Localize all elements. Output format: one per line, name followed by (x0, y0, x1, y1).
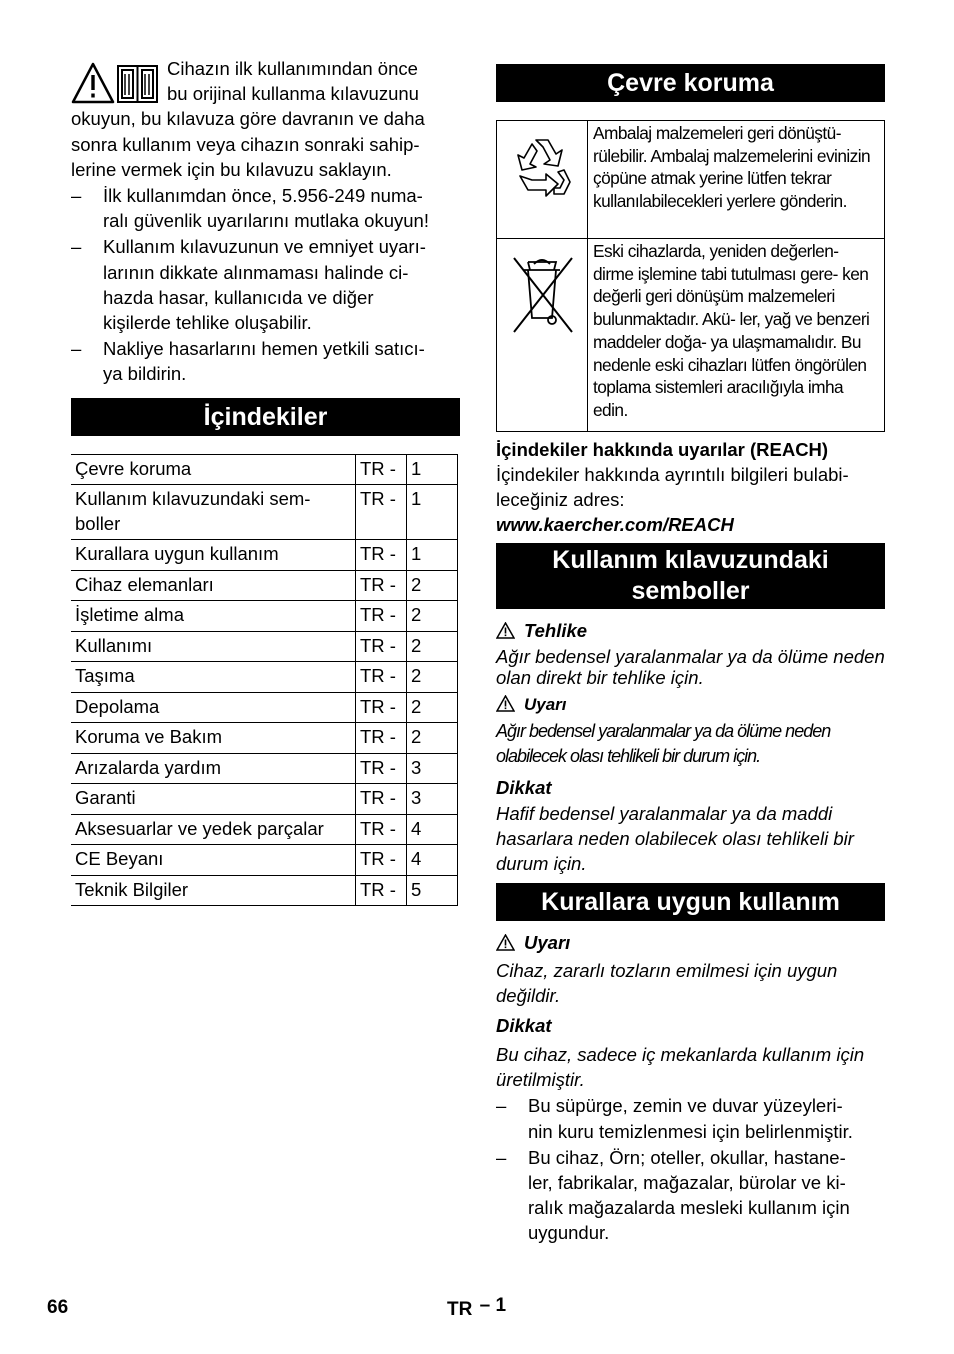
toc-lang: TR - (356, 814, 407, 845)
toc-lang: TR - (356, 540, 407, 571)
intro-line-5: lerine vermek için bu kılavuzu saklayın. (71, 158, 392, 180)
toc-row (71, 875, 458, 906)
toc-title: Taşıma (71, 662, 356, 693)
danger-text: Ağır bedensel yaralanmalar ya da ölüme neden olan direkt bir tehlike için. (496, 646, 885, 689)
intro-bullet (71, 183, 460, 233)
intro-bullet (71, 234, 460, 335)
toc-title: CE Beyanı (71, 845, 356, 876)
toc-page: 2 (407, 692, 458, 723)
toc-row (71, 784, 458, 815)
crossed-bin-icon (498, 240, 586, 350)
warning-and-manual-icons (71, 62, 159, 106)
bullet-line: ya bildirin. (103, 363, 187, 385)
recycle-icon (498, 122, 586, 232)
bullet-line: İlk kullanımdan önce, 5.956-249 numa- (103, 185, 423, 207)
warning-triangle-icon (73, 64, 113, 102)
toc-title: Garanti (71, 784, 356, 815)
toc-row (71, 845, 458, 876)
env-text-disposal: Eski cihazlarda, yeniden değerlen- dirme işlemine tabi tutulması gere- ken değerli geri dönüşüm malzemeleri bulunmaktadır. Akü- ler, yağ ve benzeri maddeler doğa- ya ulaşmamalıdır. Bu nedenle eski cihazları lütfen öngörülen toplama sistemleri aracılığıyla imha edin. (588, 239, 885, 432)
toc-row (71, 662, 458, 693)
toc-page: 2 (407, 601, 458, 632)
toc-page: 1 (407, 485, 458, 540)
manual-book-icon (118, 66, 157, 102)
symbols-heading (496, 543, 885, 609)
toc-table (71, 454, 458, 907)
toc-lang: TR - (356, 753, 407, 784)
danger-label: Tehlike (524, 620, 588, 642)
env-heading: Çevre koruma (496, 64, 885, 102)
toc-lang: TR - (356, 454, 407, 485)
page-number: 66 (47, 1297, 69, 1318)
danger-label-line (496, 618, 885, 643)
reach-heading: İçindekiler hakkında uyarılar (REACH) (496, 439, 829, 460)
intro-line-3: okuyun, bu kılavuza göre davranın ve daha (71, 108, 425, 130)
footer-subpage: – 1 (479, 1295, 507, 1316)
env-row-disposal (497, 239, 885, 432)
toc-title: Depolama (71, 692, 356, 723)
intro-section (71, 56, 460, 182)
usage-caution-label: Dikkat (496, 1015, 552, 1037)
right-column (496, 64, 885, 1246)
toc-row (71, 814, 458, 845)
toc-page: 2 (407, 723, 458, 754)
footer-section (447, 1295, 507, 1321)
toc-heading: İçindekiler (71, 398, 460, 436)
reach-url: www.kaercher.com/REACH (496, 514, 734, 536)
intro-bullet (71, 336, 460, 386)
bullet-line: Kullanım kılavuzunun ve emniyet uyarı- (103, 236, 426, 258)
bullet-line: uygundur. (528, 1222, 610, 1244)
toc-page: 2 (407, 662, 458, 693)
toc-lang: TR - (356, 631, 407, 662)
toc-row (71, 692, 458, 723)
warning-triangle-icon (496, 622, 515, 639)
env-icon-cell (497, 239, 588, 432)
toc-page: 4 (407, 845, 458, 876)
toc-row (71, 570, 458, 601)
env-row-recycle (497, 121, 885, 239)
toc-page: 1 (407, 454, 458, 485)
dash-marker: – (71, 236, 82, 258)
bullet-line: ler, fabrikalar, mağazalar, bürolar ve ki- (528, 1172, 846, 1194)
usage-bullet (496, 1145, 885, 1246)
warning-label: Uyarı (524, 695, 567, 715)
toc-title: Arızalarda yardım (71, 753, 356, 784)
toc-row (71, 631, 458, 662)
toc-lang: TR - (356, 845, 407, 876)
bullet-line: Bu cihaz, Örn; oteller, okullar, hastane- (528, 1146, 846, 1168)
symbols-heading-text: Kullanım kılavuzundaki semboller (552, 546, 829, 606)
toc-title: Kullanımı (71, 631, 356, 662)
bullet-line: Bu süpürge, zemin ve duvar yüzeyleri- (528, 1095, 843, 1117)
env-text-recycle: Ambalaj malzemeleri geri dönüştü- rülebilir. Ambalaj malzemelerini evinizin çöpüne atmak yerine lütfen tekrar kullanılabilecekleri yerlere gönderin. (588, 121, 885, 239)
toc-lang: TR - (356, 875, 407, 906)
toc-page: 2 (407, 570, 458, 601)
dash-marker: – (496, 1095, 507, 1117)
toc-lang: TR - (356, 570, 407, 601)
toc-lang: TR - (356, 662, 407, 693)
left-column (71, 56, 460, 906)
toc-page: 2 (407, 631, 458, 662)
usage-heading: Kurallara uygun kullanım (496, 883, 885, 921)
toc-title: Cihaz elemanları (71, 570, 356, 601)
toc-row (71, 540, 458, 571)
toc-row (71, 454, 458, 485)
bullet-line: kişilerde tehlike oluşabilir. (103, 312, 312, 334)
dash-marker: – (71, 185, 82, 207)
toc-lang: TR - (356, 485, 407, 540)
env-table (496, 120, 885, 432)
caution-label: Dikkat (496, 777, 552, 799)
toc-lang: TR - (356, 601, 407, 632)
intro-line-1: Cihazın ilk kullanımından önce (167, 58, 418, 79)
caution-text: Hafif bedensel yaralanmalar ya da maddi hasarlara neden olabilecek olası tehlikeli bir durum için. (496, 803, 854, 875)
warning-triangle-icon (496, 934, 515, 951)
toc-page: 4 (407, 814, 458, 845)
warning-label-line (496, 692, 885, 717)
dash-marker: – (71, 338, 82, 360)
toc-title: İşletime alma (71, 601, 356, 632)
bullet-line: ralı güvenlik uyarılarını mutlaka okuyun! (103, 210, 429, 232)
usage-bullet (496, 1093, 885, 1143)
toc-lang: TR - (356, 692, 407, 723)
toc-row (71, 485, 458, 540)
bullet-line: nin kuru temizlenmesi için belirlenmiştir. (528, 1120, 853, 1142)
usage-warning-text: Cihaz, zararlı tozların emilmesi için uygun değildir. (496, 960, 838, 1007)
toc-lang: TR - (356, 723, 407, 754)
usage-warning-label-line (496, 930, 885, 955)
intro-line-2: bu orijinal kullanma kılavuzunu (167, 83, 419, 105)
footer-lang: TR (447, 1299, 473, 1320)
reach-text: İçindekiler hakkında ayrıntılı bilgileri bulabi- leceğiniz adres: (496, 464, 849, 511)
toc-page: 5 (407, 875, 458, 906)
toc-title: Kurallara uygun kullanım (71, 540, 356, 571)
toc-page: 3 (407, 784, 458, 815)
toc-lang: TR - (356, 784, 407, 815)
bullet-line: hazda hasar, kullanıcıda ve diğer (103, 286, 374, 308)
intro-line-4: sonra kullanım veya cihazın sonraki sahip- (71, 133, 420, 155)
toc-title: Teknik Bilgiler (71, 875, 356, 906)
toc-title: Çevre koruma (71, 454, 356, 485)
bullet-line: larının dikkate alınmaması halinde ci- (103, 261, 409, 283)
toc-page: 3 (407, 753, 458, 784)
usage-warning-label: Uyarı (524, 932, 571, 954)
toc-page: 1 (407, 540, 458, 571)
warning-triangle-icon (496, 695, 515, 712)
dash-marker: – (496, 1146, 507, 1168)
usage-caution-text: Bu cihaz, sadece iç mekanlarda kullanım için üretilmiştir. (496, 1044, 865, 1091)
warning-text: Ağır bedensel yaralanmalar ya da ölüme neden olabilecek olası tehlikeli bir durum için. (496, 721, 831, 767)
toc-row (71, 723, 458, 754)
bullet-line: Nakliye hasarlarını hemen yetkili satıcı- (103, 338, 425, 360)
toc-title: Kullanım kılavuzundaki sem- boller (71, 485, 356, 540)
bullet-line: ralık mağazalarda mesleki kullanım için (528, 1197, 850, 1219)
toc-title: Koruma ve Bakım (71, 723, 356, 754)
env-icon-cell (497, 121, 588, 239)
toc-row (71, 601, 458, 632)
toc-row (71, 753, 458, 784)
toc-title: Aksesuarlar ve yedek parçalar (71, 814, 356, 845)
